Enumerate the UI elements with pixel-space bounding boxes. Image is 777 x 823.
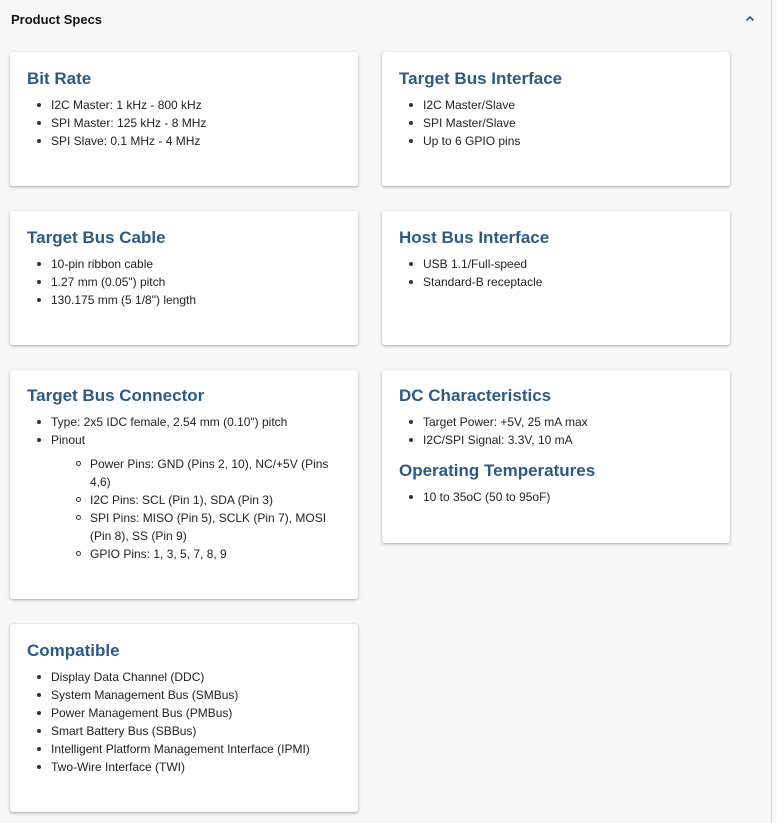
list-item: USB 1.1/Full-speed [405, 255, 542, 273]
spec-list [33, 413, 343, 563]
card-bit-rate [10, 52, 358, 186]
list-item: Two-Wire Interface (TWI) [33, 758, 310, 776]
spec-list [405, 96, 520, 150]
list-item: Target Power: +5V, 25 mA max [405, 413, 588, 431]
card-title: Target Bus Interface [399, 69, 563, 88]
sub-list-item: I2C Pins: SCL (Pin 1), SDA (Pin 3) [72, 491, 334, 509]
sub-list-item: GPIO Pins: 1, 3, 5, 7, 8, 9 [72, 545, 334, 563]
list-item: Smart Battery Bus (SBBus) [33, 722, 310, 740]
card-dc-characteristics [382, 370, 730, 543]
list-item: Standard-B receptacle [405, 273, 542, 291]
pinout-list [51, 455, 334, 563]
card-title: DC Characteristics [399, 386, 552, 405]
temperature-list [405, 488, 550, 506]
list-item-label: Pinout [51, 433, 86, 447]
spec-list [33, 96, 206, 150]
card-title: Bit Rate [27, 69, 92, 88]
spec-list [405, 255, 542, 291]
spec-list [33, 255, 196, 309]
spec-list [33, 668, 310, 776]
scrollbar[interactable] [772, 0, 777, 823]
card-subtitle: Operating Temperatures [399, 461, 596, 480]
chevron-up-icon[interactable] [744, 14, 756, 24]
card-title: Target Bus Connector [27, 386, 205, 405]
panel-title: Product Specs [11, 12, 103, 27]
list-item-pinout [33, 431, 343, 563]
list-item: 10 to 35oC (50 to 95oF) [405, 488, 550, 506]
list-item: 130.175 mm (5 1/8") length [33, 291, 196, 309]
list-item: Display Data Channel (DDC) [33, 668, 310, 686]
card-target-bus-connector [10, 370, 358, 599]
card-title: Target Bus Cable [27, 228, 166, 247]
card-target-bus-interface [382, 52, 730, 186]
spec-list [405, 413, 588, 449]
list-item: Type: 2x5 IDC female, 2.54 mm (0.10") pitch [33, 413, 343, 431]
card-title: Host Bus Interface [399, 228, 550, 247]
list-item: I2C Master/Slave [405, 96, 520, 114]
list-item: SPI Master/Slave [405, 114, 520, 132]
sub-list-item: SPI Pins: MISO (Pin 5), SCLK (Pin 7), MOSI (Pin 8), SS (Pin 9) [72, 509, 334, 545]
card-host-bus-interface [382, 211, 730, 345]
list-item: Up to 6 GPIO pins [405, 132, 520, 150]
list-item: I2C/SPI Signal: 3.3V, 10 mA [405, 431, 588, 449]
list-item: I2C Master: 1 kHz - 800 kHz [33, 96, 206, 114]
list-item: System Management Bus (SMBus) [33, 686, 310, 704]
sub-list-item: Power Pins: GND (Pins 2, 10), NC/+5V (Pins 4,6) [72, 455, 334, 491]
list-item: SPI Slave: 0.1 MHz - 4 MHz [33, 132, 206, 150]
list-item: Power Management Bus (PMBus) [33, 704, 310, 722]
list-item: Intelligent Platform Management Interface (IPMI) [33, 740, 310, 758]
card-compatible [10, 624, 358, 812]
list-item: SPI Master: 125 kHz - 8 MHz [33, 114, 206, 132]
card-target-bus-cable [10, 211, 358, 345]
panel-header[interactable] [0, 0, 771, 40]
card-title: Compatible [27, 641, 120, 660]
list-item: 1.27 mm (0.05") pitch [33, 273, 196, 291]
list-item: 10-pin ribbon cable [33, 255, 196, 273]
